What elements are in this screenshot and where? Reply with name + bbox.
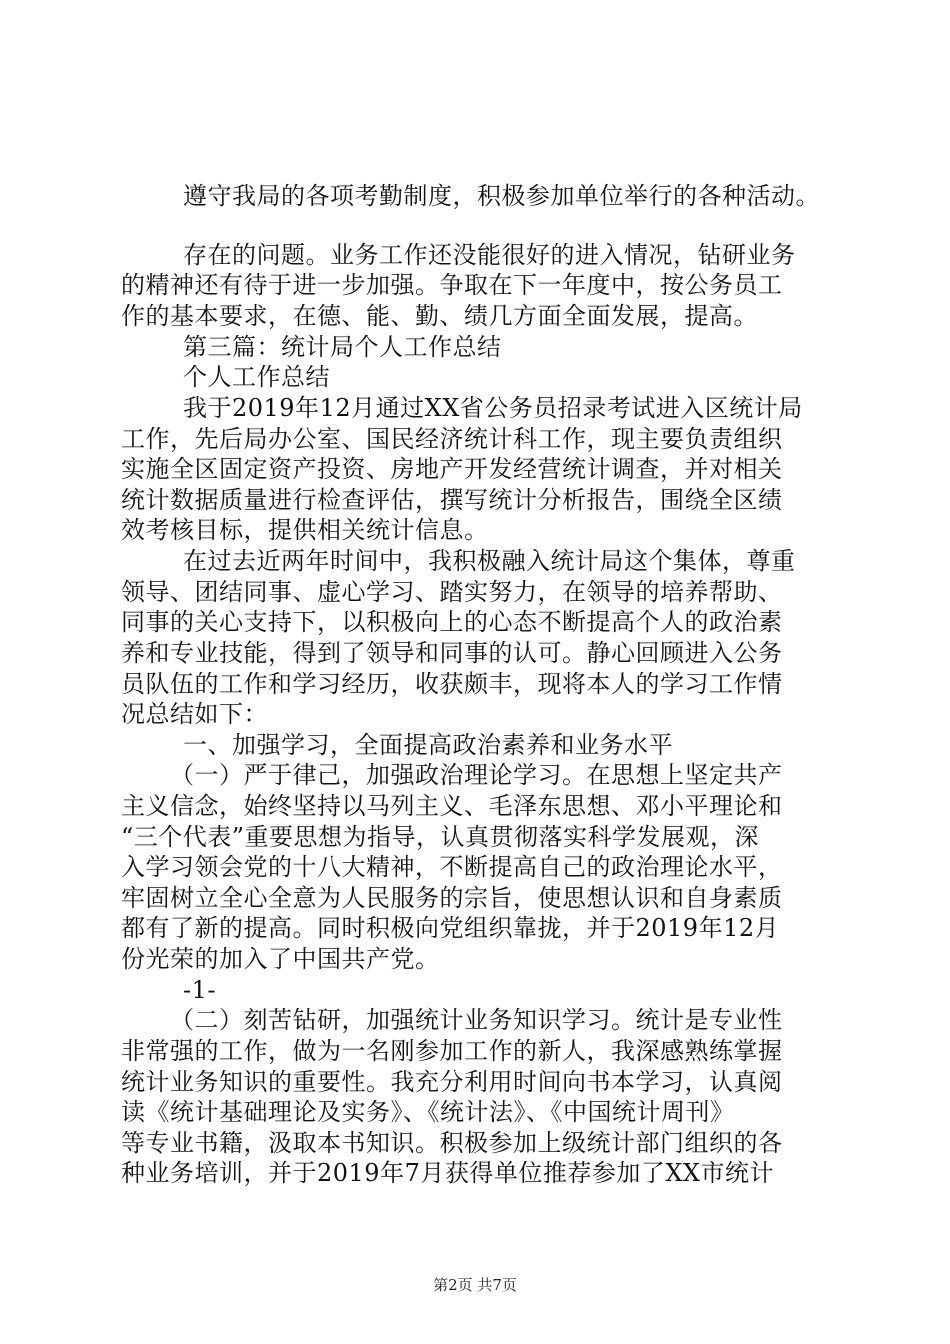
body-line: 读《统计基础理论及实务》、《统计法》、《中国统计周刊》 [121,1098,735,1126]
body-line: “三个代表”重要思想为指导，认真贯彻落实科学发展观，深 [121,823,760,851]
body-line: 作的基本要求，在德、能、勤、绩几方面全面发展，提高。 [121,302,758,330]
body-line: 统计数据质量进行检查评估，撰写统计分析报告，围绕全区绩 [121,486,783,514]
inline-page-number: -1- [183,976,216,1004]
body-line: 牢固树立全心全意为人民服务的宗旨，使思想认识和自身素质 [121,884,783,912]
body-line: 的精神还有待于进一步加强。争取在下一年度中，按公务员工 [121,271,783,299]
section-heading: 第三篇：统计局个人工作总结 [183,333,502,361]
page-footer: 第2页 共7页 [433,1276,517,1294]
body-line: 都有了新的提高。同时积极向党组织靠拢，并于2019年12月 [121,914,780,942]
body-line: 入学习领会党的十八大精神，不断提高自己的政治理论水平， [121,853,783,881]
body-line: 养和专业技能，得到了领导和同事的认可。静心回顾进入公务 [121,639,783,667]
body-line: 领导、团结同事、虚心学习、踏实努力，在领导的培养帮助、 [121,578,783,606]
body-line: 员队伍的工作和学习经历，收获颇丰，现将本人的学习工作情 [121,670,783,698]
body-line: 种业务培训，并于2019年7月获得单位推荐参加了XX市统计 [121,1159,775,1187]
article-title: 个人工作总结 [183,363,330,391]
body-line: 存在的问题。业务工作还没能很好的进入情况，钻研业务 [183,241,796,269]
body-line: 等专业书籍，汲取本书知识。积极参加上级统计部门组织的各 [121,1129,783,1157]
section-heading: 一、加强学习，全面提高政治素养和业务水平 [183,731,673,759]
body-line: 份光荣的加入了中国共产党。 [121,945,440,973]
body-line: （二）刻苦钻研，加强统计业务知识学习。统计是专业性 [170,1006,783,1034]
body-line: 实施全区固定资产投资、房地产开发经营统计调查，并对相关 [121,455,783,483]
body-line: 遵守我局的各项考勤制度，积极参加单位举行的各种活动。 [183,182,820,210]
body-line: 非常强的工作，做为一名刚参加工作的新人，我深感熟练掌握 [121,1037,783,1065]
body-line: 效考核目标，提供相关统计信息。 [121,516,489,544]
body-line: 工作，先后局办公室、国民经济统计科工作，现主要负责组织 [121,425,783,453]
body-line: （一）严于律己，加强政治理论学习。在思想上坚定共产 [170,761,783,789]
body-line: 同事的关心支持下，以积极向上的心态不断提高个人的政治素 [121,608,783,636]
body-line: 统计业务知识的重要性。我充分利用时间向书本学习，认真阅 [121,1068,783,1096]
body-line: 主义信念，始终坚持以马列主义、毛泽东思想、邓小平理论和 [121,792,783,820]
body-line: 我于2019年12月通过XX省公务员招录考试进入区统计局 [183,394,803,422]
body-line: 况总结如下： [121,700,268,728]
body-line: 在过去近两年时间中，我积极融入统计局这个集体，尊重 [183,547,796,575]
